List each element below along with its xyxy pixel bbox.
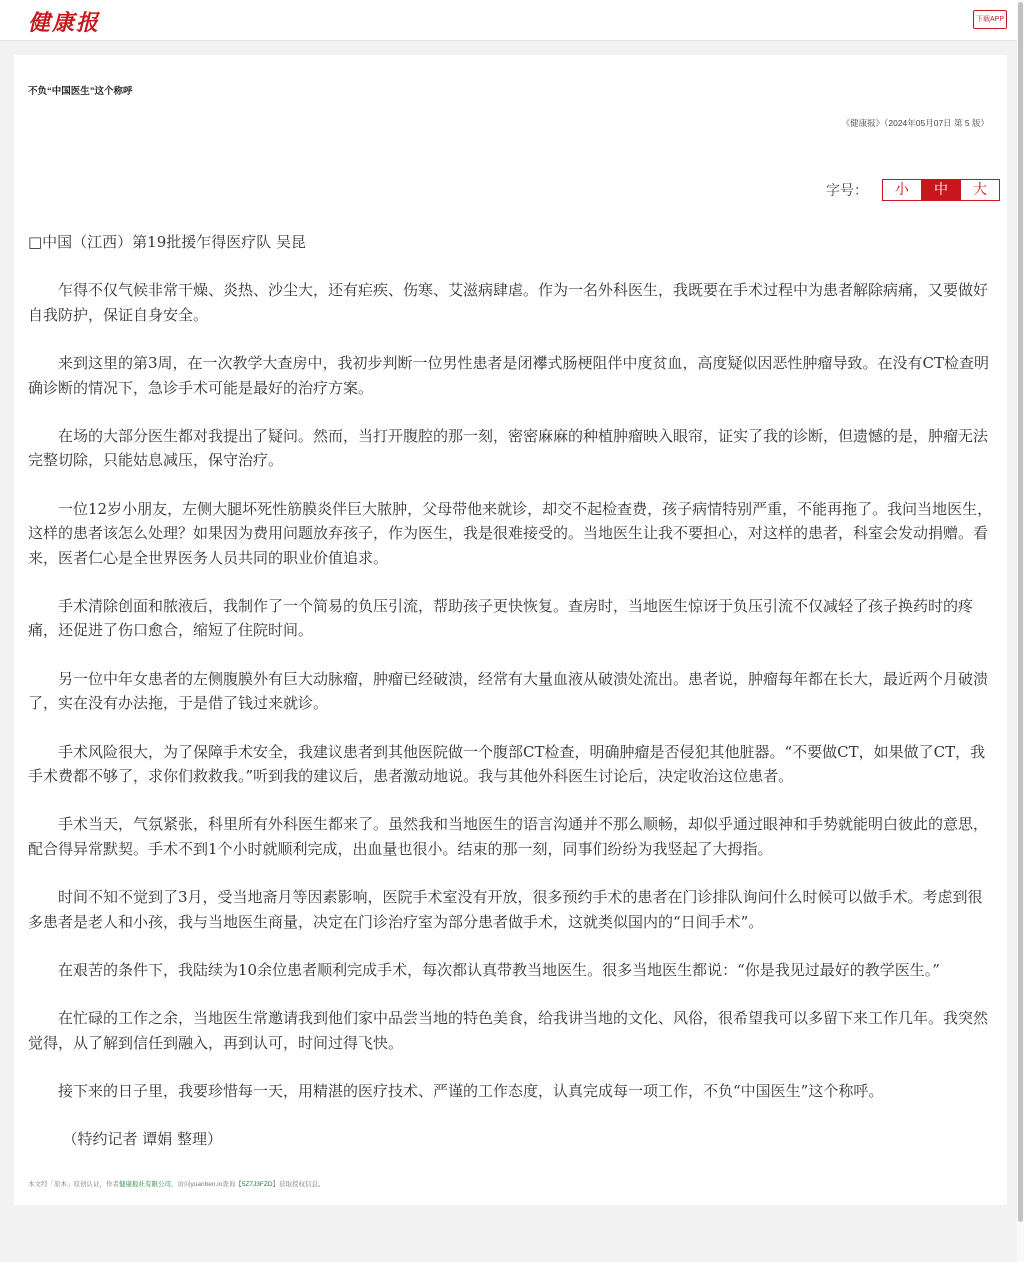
font-size-selector [826, 179, 1000, 201]
article-paragraph: 手术清除创面和脓液后，我制作了一个简易的负压引流，帮助孩子更快恢复。查房时，当地医生惊讶于负压引流不仅减轻了孩子换药时的疼痛，还促进了伤口愈合，缩短了住院时间。 [28, 596, 974, 640]
top-bar [0, 0, 1024, 41]
article-byline: □中国（江西）第19批援乍得医疗队 吴昆 [28, 233, 307, 251]
article-paragraph: 乍得不仅气候非常干燥、炎热、沙尘大，还有疟疾、伤寒、艾滋病肆虐。作为一名外科医生，我既要在手术过程中为患者解除病痛，又要做好自我防护，保证自身安全。 [28, 281, 989, 324]
article-paragraph: 接下来的日子里，我要珍惜每一天，用精湛的医疗技术、严谨的工作态度，认真完成每一项工作，不负“中国医生”这个称呼。 [58, 1082, 884, 1101]
article-paragraph: 手术当天，气氛紧张，科里所有外科医生都来了。虽然我和当地医生的语言沟通并不那么顺畅，却似乎通过眼神和手势就能明白彼此的意思，配合得异常默契。手术不到1个小时就顺利完成，出血量也很小。结束的那一刻，同事们纷纷为我竖起了大拇指。 [28, 815, 989, 858]
article-paragraph: 来到这里的第3周，在一次教学大查房中，我初步判断一位男性患者是闭襻式肠梗阻伴中度贫血，高度疑似因恶性肿瘤导致。在没有CT检查明确诊断的情况下，急诊手术可能是最好的治疗方案。 [28, 354, 990, 397]
font-size-small-button[interactable]: 小 [883, 180, 921, 200]
copyright-footnote [28, 1179, 325, 1188]
article-paragraph: 在忙碌的工作之余，当地医生常邀请我到他们家中品尝当地的特色美食，给我讲当地的文化、风俗，很希望我可以多留下来工作几年。我突然觉得，从了解到信任到融入，再到认可，时间过得飞快。 [28, 1009, 989, 1052]
footnote-code-link[interactable]: 5Z7J3FZD [241, 1181, 273, 1188]
article-source: 《健康报》（2024年05月07日 第 5 版） [841, 118, 989, 128]
article-paragraph: 另一位中年女患者的左侧腹膜外有巨大动脉瘤，肿瘤已经破溃，经常有大量血液从破溃处流出。患者说，肿瘤每年都在长大，最近两个月破溃了，实在没有办法拖，于是借了钱过来就诊。 [28, 669, 989, 713]
article-title: 不负“中国医生”这个称呼 [28, 86, 133, 97]
article-paragraph: 一位12岁小朋友，左侧大腿坏死性筋膜炎伴巨大脓肿，父母带他来就诊，却交不起检查费，孩子病情特别严重，不能再拖了。我问当地医生，这样的患者该怎么处理？如果因为费用问题放弃孩子，作为医生，我是很难接受的。当地医生让我不要担心，对这样的患者，科室会发动捐赠。看来，医者仁心是全世界医务人员共同的职业价值追求。 [28, 499, 993, 567]
article-card [14, 55, 1007, 1205]
font-size-label: 字号： [826, 183, 868, 199]
font-size-options [882, 179, 1000, 201]
article-paragraph: 时间不知不觉到了3月，受当地斋月等因素影响，医院手术室没有开放，很多预约手术的患者在门诊排队询问什么时候可以做手术。考虑到很多患者是老人和小孩，我与当地医生商量，决定在门诊治疗室为部分患者做手术，这就类似国内的“日间手术”。 [28, 888, 983, 931]
font-size-large-button[interactable]: 大 [960, 180, 999, 200]
vertical-scrollbar[interactable] [1017, 0, 1024, 1262]
article-paragraph: 在场的大部分医生都对我提出了疑问。然而，当打开腹腔的那一刻，密密麻麻的种植肿瘤映入眼帘，证实了我的诊断，但遗憾的是，肿瘤无法完整切除，只能姑息减压，保守治疗。 [28, 426, 989, 470]
footnote-middle: ，访问yuanben.io查询【 [171, 1181, 242, 1188]
font-size-medium-button[interactable]: 中 [921, 180, 960, 200]
footnote-suffix: 】获取授权信息。 [272, 1181, 325, 1188]
article-editor-credit: （特约记者 谭娟 整理） [62, 1130, 223, 1149]
footnote-author-link[interactable]: 健康报社有限公司 [119, 1181, 171, 1188]
scrollbar-thumb[interactable] [1018, 2, 1023, 1222]
article-paragraph: 手术风险很大，为了保障手术安全，我建议患者到其他医院做一个腹部CT检查，明确肿瘤是否侵犯其他脏器。“不要做CT，如果做了CT，我手术费都不够了，求你们救救我。”听到我的建议后，患者激动地说。我与其他外科医生讨论后，决定收治这位患者。 [28, 742, 986, 786]
download-app-button[interactable]: 下载APP [973, 10, 1007, 29]
article-paragraph: 在艰苦的条件下，我陆续为10余位患者顺利完成手术，每次都认真带教当地医生。很多当地医生都说：“你是我见过最好的教学医生。” [58, 960, 940, 979]
site-logo[interactable]: 健康报 [28, 10, 101, 36]
footnote-prefix: 本文经「原本」原创认证，作者 [28, 1181, 119, 1188]
article-body [28, 230, 994, 1158]
